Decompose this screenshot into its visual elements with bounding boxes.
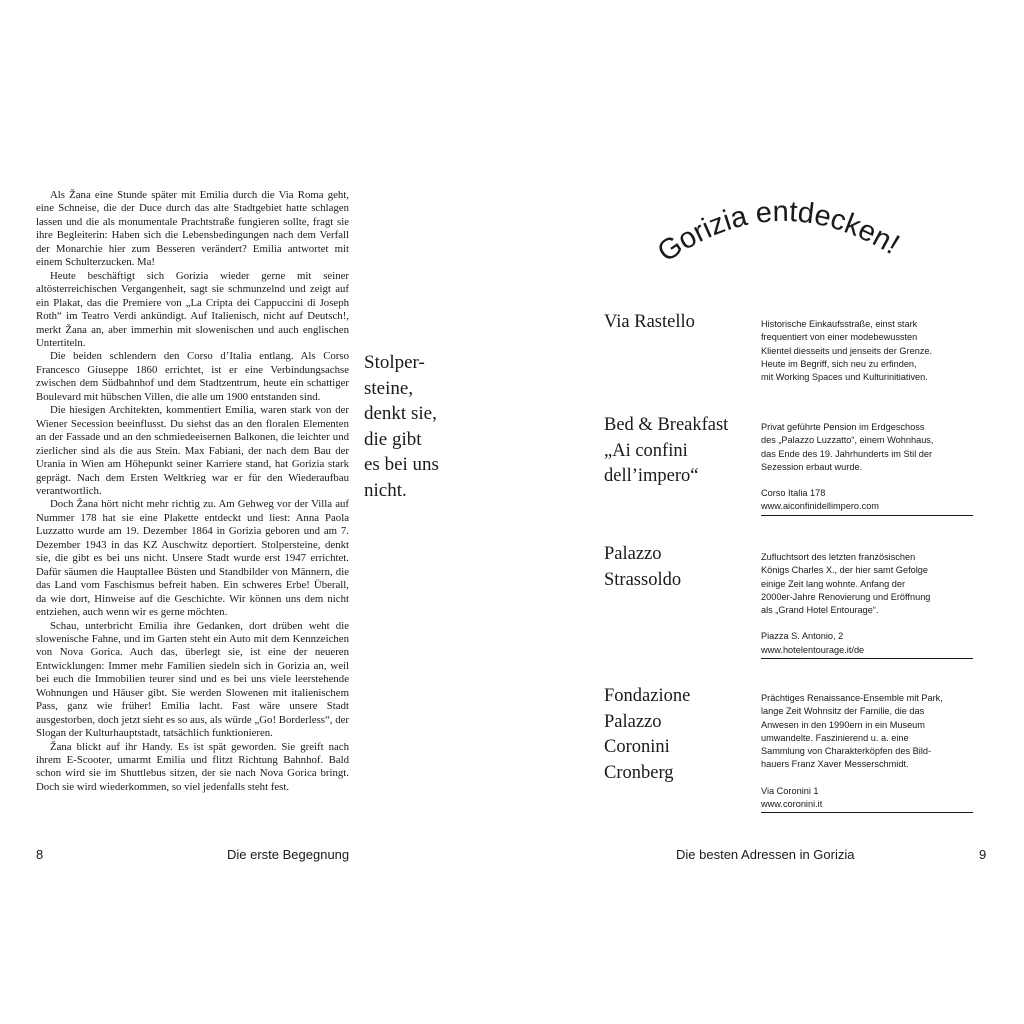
venue-name-line: Coronini xyxy=(604,737,670,757)
venue-description xyxy=(761,692,973,813)
paragraph: Žana blickt auf ihr Handy. Es ist spät geworden. Sie greift nach ihrem E-Scooter, umarmt Emilia und flitzt Richtung Bahnhof. Bald schon wird sie im Shuttlebus sitzen, der sie nach Nova Gorica bringt. Doch sie wird wiederkommen, so viel jedenfalls steht fest. xyxy=(36,740,349,793)
description-line: Privat geführte Pension im Erdgeschoss xyxy=(761,422,925,432)
story-text xyxy=(36,189,349,794)
pull-quote-line: steine, xyxy=(364,377,414,399)
description-line: Prächtiges Renaissance-Ensemble mit Park, xyxy=(761,693,943,703)
paragraph: Heute beschäftigt sich Gorizia wieder gerne mit seiner altösterreichischen Vergangenheit, sagt sie schmunzelnd und zeigt auf ein Plakat, das die Premiere von „La Cripta dei Cappuccini di Joseph Roth“ im Teatro Verdi ankündigt. Auf Italienisch, nicht auf Deutsch!, merkt Žana an, aber immerhin mit slowenischen und auch englischen Untertiteln. xyxy=(36,269,349,349)
pull-quote-line: denkt sie, xyxy=(364,403,437,424)
venue-name-line: Palazzo xyxy=(604,711,662,732)
venue-website-link[interactable]: www.aiconfinidellimpero.com xyxy=(761,500,973,515)
venue-name xyxy=(604,413,728,490)
venue-name xyxy=(604,542,681,593)
description-line: Historische Einkaufsstraße, einst stark xyxy=(761,319,918,329)
page-number-left: 8 xyxy=(36,847,44,862)
pull-quote-line: es bei uns xyxy=(364,454,439,475)
venue-name-line: dell’impero“ xyxy=(604,466,699,486)
venue-name-line: Palazzo xyxy=(604,544,662,564)
venue-description xyxy=(761,421,973,516)
paragraph: Die beiden schlendern den Corso d’Italia entlang. Als Corso Francesco Giuseppe 1860 errichtet, ist er eine Verbindungsachse zwischen dem Südbahnhof und dem Stadtzentrum, heute ein schattiger Boulevard mit hübschen Villen, die alle um 1900 entstanden sind. xyxy=(36,350,349,403)
paragraph: Schau, unterbricht Emilia ihre Gedanken, dort drüben weht die slowenische Fahne, und im Garten steht ein Auto mit dem Kennzeichen von Nova Gorica. Auch das, überlegt sie, ist eine der neueren Entwicklungen: Immer mehr Familien siedeln sich in Gorizia an, weil bei euch die Immobilien teurer sind und es bei uns viele leerstehende Wohnungen und Häuser gibt. Sie werden Slowenen mit italienischem Pass, ganz wie früher! Emilia lacht. Fast wäre unsere Stadt ausgestorben, doch jetzt sieht es so aus, als würde „Go! Borderless“, der Slogan der Kulturhauptstadt, tatsächlich funktionieren. xyxy=(36,619,349,740)
paragraph: Doch Žana hört nicht mehr richtig zu. Am Gehweg vor der Villa auf Nummer 178 hat sie eine Plakette entdeckt und liest: Anna Paola Luzzatto wurde am 19. Dezember 1864 in Gorizia geboren und am 7. Dezember 1943 in das KZ Auschwitz deportiert. Stolpersteine, denkt sie, die gibt es bei uns nicht. Unsere Stadt wurde erst 1947 errichtet. Dafür säumen die Hauptallee Büsten und Standbilder von Männern, die das Land vom Faschismus befreit haben. Ein schweres Erbe! Überall, da wie dort, Hinweise auf die Geschichte. Wir können uns dem nicht entziehen, auch wenn wir es gerne möchten. xyxy=(36,498,349,619)
venue-name-line: „Ai confini xyxy=(604,440,688,461)
pull-quote-line: nicht. xyxy=(364,479,407,501)
description-line: frequentiert von einer modebewussten xyxy=(761,332,918,343)
description-line: einige Zeit lang wohnte. Anfang der xyxy=(761,578,906,589)
venue-name-line: Via Rastello xyxy=(604,312,695,332)
pull-quote-line: Stolper- xyxy=(364,352,425,373)
venue-website-link[interactable]: www.coronini.it xyxy=(761,798,973,813)
description-line: Anwesen in den 1990ern in ein Museum xyxy=(761,719,925,730)
description-line: umwandelte. Faszinierend u. a. eine xyxy=(761,732,909,743)
venue-address: Via Coronini 1 xyxy=(761,785,819,796)
description-line: Sezession erbaut wurde. xyxy=(761,461,863,472)
venue-name-line: Strassoldo xyxy=(604,569,682,590)
description-line: hauers Franz Xaver Messerschmidt. xyxy=(761,759,909,770)
venue-name-line: Fondazione xyxy=(604,686,691,706)
venue-name xyxy=(604,684,690,786)
venue-address: Piazza S. Antonio, 2 xyxy=(761,631,844,642)
description-line: als „Grand Hotel Entourage“. xyxy=(761,605,879,616)
section-title-arc xyxy=(652,185,932,285)
paragraph: Die hiesigen Architekten, kommentiert Emilia, waren stark von der Wiener Secession beeinflusst. Du siehst das an den floralen Elementen an der Fassade und an den schmiedeeisernen Balkonen, die leichter und zierlicher sind als die aus Stein. Max Fabiani, der nach dem Bau der Urania in Wien am Höhepunkt seiner Karriere stand, hat Gorizia stark geprägt. Nach dem Ersten Weltkrieg war er für den Wiederaufbau verantwortlich. xyxy=(36,404,349,497)
description-line: mit Working Spaces und Kulturinitiativen. xyxy=(761,372,928,383)
description-line: 2000er-Jahre Renovierung und Eröffnung xyxy=(761,591,931,602)
right-page xyxy=(512,0,1024,1024)
venue-description xyxy=(761,551,973,659)
venue-address: Corso Italia 178 xyxy=(761,488,826,499)
page-number-right: 9 xyxy=(979,847,987,862)
venue-name-line: Bed & Breakfast xyxy=(604,415,729,435)
venue-name-line: Cronberg xyxy=(604,762,674,783)
paragraph: Als Žana eine Stunde später mit Emilia durch die Via Roma geht, eine Schneise, die der Duce durch das alte Stadtgebiet hatte schlagen lassen und die als monumentale Prachtstraße fungieren sollte, fragt sie ihre Begleiterin: Haben sich die Lebensbedingungen nach dem Verfall der Monarchie hier zum Besseren verändert? Emilia antwortet mit einem Schulterzucken. Ma! xyxy=(36,189,349,269)
pull-quote-line: die gibt xyxy=(364,428,422,450)
description-line: Zufluchtsort des letzten französischen xyxy=(761,552,916,562)
description-line: des „Palazzo Luzzatto“, einem Wohnhaus, xyxy=(761,435,934,446)
section-title: Gorizia entdecken! xyxy=(652,195,905,269)
venue-website-link[interactable]: www.hotelentourage.it/de xyxy=(761,644,973,659)
venue-name xyxy=(604,310,695,336)
description-line: lange Zeit Wohnsitz der Familie, die das xyxy=(761,706,925,717)
pull-quote xyxy=(364,350,484,503)
description-line: das Ende des 19. Jahrhunderts im Stil der xyxy=(761,448,933,459)
description-line: Heute im Begriff, sich neu zu erfinden, xyxy=(761,358,917,369)
description-line: Klientel diesseits und jenseits der Grenze. xyxy=(761,345,933,356)
description-line: Sammlung von Charakterköpfen des Bild- xyxy=(761,746,932,757)
running-footer-right: Die besten Adressen in Gorizia xyxy=(676,847,855,862)
running-footer-left: Die erste Begegnung xyxy=(227,847,350,862)
venue-description xyxy=(761,318,973,384)
description-line: Königs Charles X., der hier samt Gefolge xyxy=(761,565,928,576)
